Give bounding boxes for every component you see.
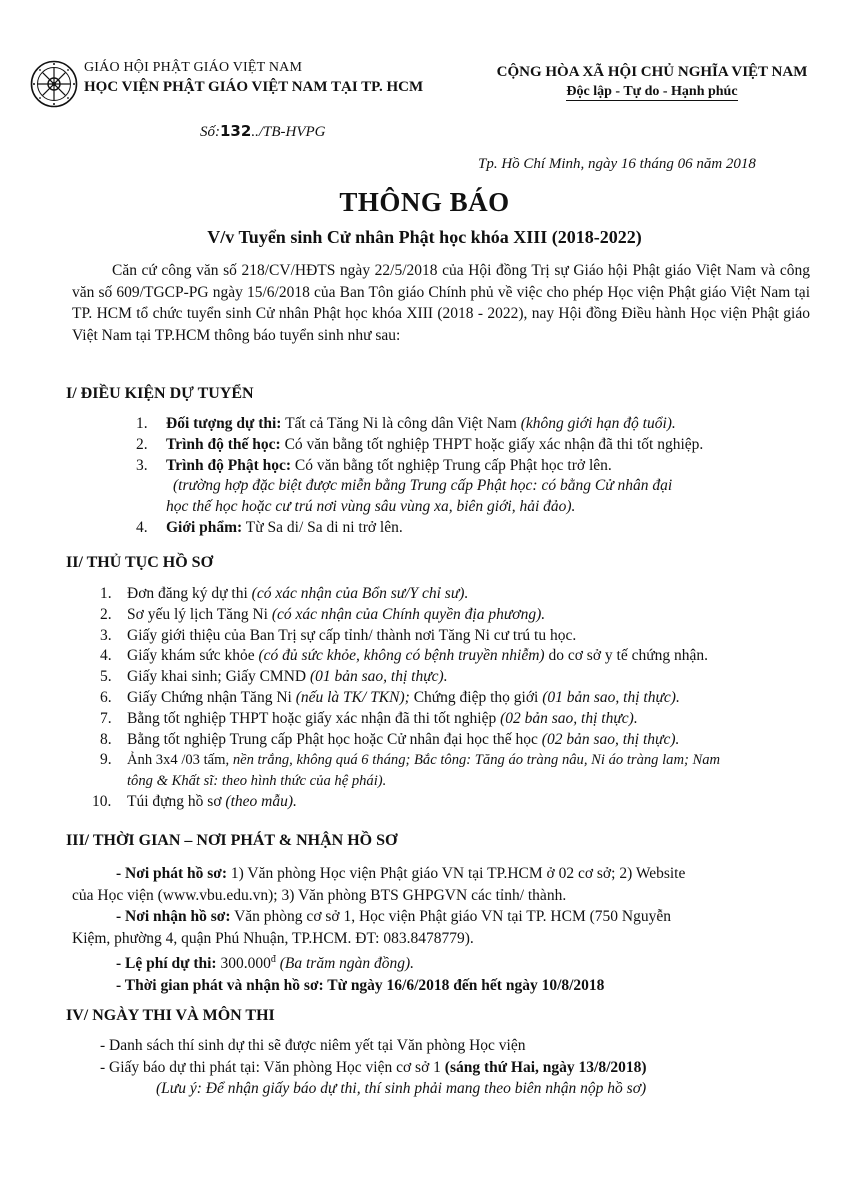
list-item: 5. Giấy khai sinh; Giấy CMND (01 bản sao, thị thực). bbox=[100, 668, 448, 686]
list-item: 3. Giấy giới thiệu của Ban Trị sự cấp tỉnh/ thành nơi Tăng Ni cư trú tu học. bbox=[100, 626, 577, 644]
list-item: 3. Trình độ Phật học: Có văn bằng tốt nghiệp Trung cấp Phật học trở lên. bbox=[136, 456, 612, 474]
list-item: 2. Sơ yếu lý lịch Tăng Ni (có xác nhận của Chính quyền địa phương). bbox=[100, 605, 546, 623]
section-3-body: - Nơi phát hồ sơ: 1) Văn phòng Học viện Phật giáo VN tại TP.HCM ở 02 cơ sở; 2) Website của Học viện (www.vbu.edu.vn); 3) Văn phòng BTS GHPGVN các tỉnh/ thành. - Nơi nhận hồ sơ: Văn phòng cơ sở 1, Học viện Phật giáo VN tại TP. HCM (750 Nguyễn Kiệm, phường 4, quận Phú Nhuận, TP.HCM. ĐT: 083.8478779). - Lệ phí dự thi: $300.000^đ$ (Ba trăm ngàn đồng). - Thời gian phát và nhận hồ sơ: Từ ngày 16/6/2018 đến hết ngày 10/8/2018 bbox=[72, 865, 686, 994]
list-item: 9. Ảnh 3x4 /03 tấm, nền trắng, không quá 6 tháng; Bắc tông: Tăng áo tràng nâu, Ni áo tràng lam; Nam bbox=[100, 751, 721, 769]
list-item: 8. Bằng tốt nghiệp Trung cấp Phật học hoặc Cử nhân đại học thế học (02 bản sao, thị thực). bbox=[100, 730, 680, 748]
section-4-heading: IV/ NGÀY THI VÀ MÔN THI bbox=[66, 1007, 275, 1024]
item-9-continuation: tông & Khất sĩ: theo hình thức của hệ phái). bbox=[127, 773, 387, 790]
national-header bbox=[482, 64, 822, 100]
list-item: 2. Trình độ thế học: Có văn bằng tốt nghiệp THPT hoặc giấy xác nhận đã thi tốt nghiệp. bbox=[136, 435, 704, 453]
section-4-body: - Danh sách thí sinh dự thi sẽ được niêm yết tại Văn phòng Học viện - Giấy báo dự thi phát tại: Văn phòng Học viện cơ sở 1 (sáng thứ Hai, ngày 13/8/2018) (Lưu ý: Để nhận giấy báo dự thi, thí sinh phải mang theo biên nhận nộp hồ sơ) bbox=[100, 1037, 647, 1097]
org-line-1: GIÁO HỘI PHẬT GIÁO VIỆT NAM bbox=[84, 60, 303, 75]
section-2-list bbox=[92, 584, 820, 813]
handwritten-number: 132 bbox=[220, 122, 252, 140]
section-2-heading: II/ THỦ TỤC HỒ SƠ bbox=[66, 554, 214, 571]
intro-paragraph: Căn cứ công văn số 218/CV/HĐTS ngày 22/5/2018 của Hội đồng Trị sự Giáo hội Phật giáo Việt Nam và công văn số 609/TGCP-PG ngày 15/6/2018 của Ban Tôn giáo Chính phủ về việc cho phép Học viện Phật giáo Việt Nam tại TP. HCM tổ chức tuyển sinh Cử nhân Phật học khóa XIII (2018 - 2022), nay Hội đồng Điều hành Học viện Phật giáo Việt Nam tại TP.HCM thông báo tuyển sinh như sau: bbox=[72, 262, 810, 344]
nation-line-1: CỘNG HÒA XÃ HỘI CHỦ NGHĨA VIỆT NAM bbox=[496, 64, 808, 80]
list-item: 1. Đơn đăng ký dự thi (có xác nhận của Bổn sư/Y chỉ sư). bbox=[100, 585, 469, 602]
buddhist-seal-icon bbox=[30, 60, 78, 108]
item-3-note-line-1: (trường hợp đặc biệt được miễn bằng Trung cấp Phật học: có bằng Cử nhân đại bbox=[173, 477, 673, 495]
section-1-heading: I/ ĐIỀU KIỆN DỰ TUYỂN bbox=[66, 385, 254, 402]
org-line-2: HỌC VIỆN PHẬT GIÁO VIỆT NAM TẠI TP. HCM bbox=[84, 79, 424, 95]
list-item: 1. Đối tượng dự thi: Tất cả Tăng Ni là công dân Việt Nam (không giới hạn độ tuổi). bbox=[136, 415, 676, 432]
document-date: Tp. Hồ Chí Minh, ngày 16 tháng 06 năm 2018 bbox=[478, 156, 756, 172]
list-item: 6. Giấy Chứng nhận Tăng Ni (nếu là TK/ TKN); Chứng điệp thọ giới (01 bản sao, thị thực). bbox=[100, 688, 680, 706]
document-number: Số:132../TB-HVPG bbox=[200, 122, 326, 140]
list-item: 10. Túi đựng hồ sơ (theo mẫu). bbox=[92, 792, 297, 810]
issuing-organization bbox=[84, 60, 464, 96]
nation-line-2: Độc lập - Tự do - Hạnh phúc bbox=[566, 84, 738, 99]
list-item: 4. Giới phẩm: Từ Sa di/ Sa di ni trở lên. bbox=[136, 518, 403, 536]
page-title: THÔNG BÁO bbox=[339, 187, 510, 217]
list-item: 4. Giấy khám sức khỏe (có đủ sức khỏe, không có bệnh truyền nhiễm) do cơ sở y tế chứng nhận. bbox=[100, 647, 708, 665]
section-1-list bbox=[136, 414, 849, 539]
page-subtitle: V/v Tuyển sinh Cử nhân Phật học khóa XIII (2018-2022) bbox=[207, 227, 642, 247]
section-3-heading: III/ THỜI GIAN – NƠI PHÁT & NHẬN HỒ SƠ bbox=[66, 832, 398, 849]
item-3-note-line-2: học thế học hoặc cư trú nơi vùng sâu vùng xa, biên giới, hải đảo). bbox=[166, 498, 576, 516]
list-item: 7. Bằng tốt nghiệp THPT hoặc giấy xác nhận đã thi tốt nghiệp (02 bản sao, thị thực). bbox=[100, 709, 638, 727]
